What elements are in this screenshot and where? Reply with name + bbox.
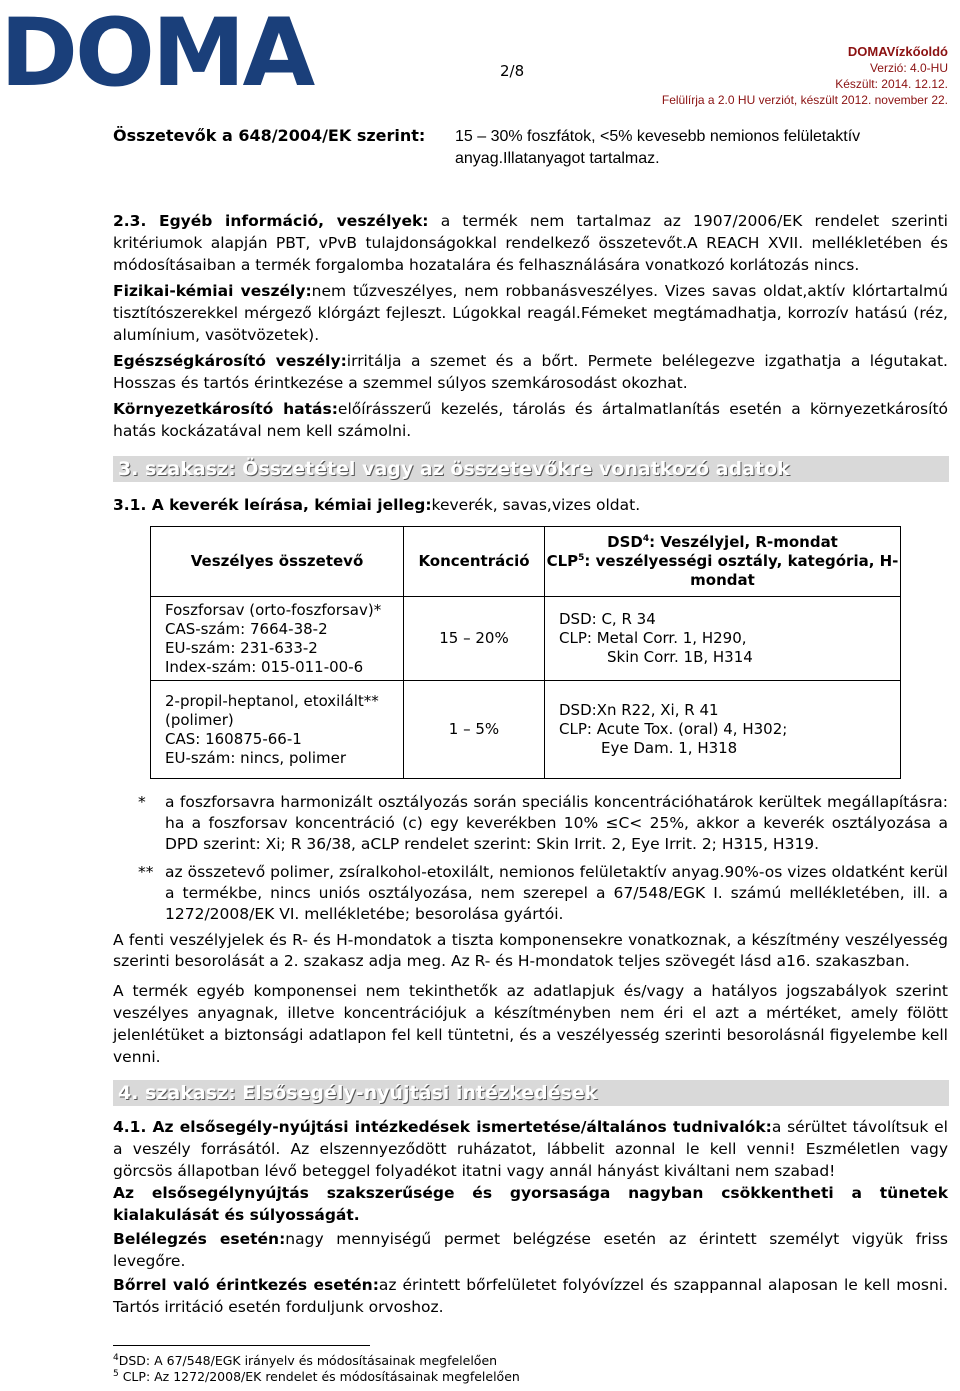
s31-text: keverék, savas,vizes oldat. xyxy=(431,496,641,514)
env-hazard xyxy=(113,398,948,442)
s31-label: 3.1. A keverék leírása, kémiai jelleg: xyxy=(113,496,432,514)
inh-text: nagy mennyiségű permet belégzése esetén az érintett személyt vigyük friss levegőre. xyxy=(113,1230,948,1270)
footnote-4: DSD: A 67/548/EGK irányelv és módosításainak megfelelően xyxy=(118,1353,498,1368)
table-row xyxy=(151,681,901,779)
section-2-3 xyxy=(113,210,948,276)
row1-cls-line: CLP: Metal Corr. 1, H290, xyxy=(559,629,747,647)
row2-name-line: 2-propil-heptanol, etoxilált** xyxy=(165,691,379,710)
note-paragraph-1: A fenti veszélyjelek és R- és H-mondatok a tiszta komponensekre vonatkoznak, a készítmény veszélyesség szerinti besorolását a 2. szakasz adja meg. Az R- és H-mondatok teljes szövegét lásd a16. szakaszban. xyxy=(113,931,948,970)
components-label: Összetevők a 648/2004/EK szerint: xyxy=(113,126,426,145)
page-number: 2/8 xyxy=(500,62,525,80)
dsd-sup: 4 xyxy=(642,534,650,544)
row2-cls-line: Eye Dam. 1, H318 xyxy=(601,739,738,757)
dsd-text: : Veszélyjel, R-mondat xyxy=(649,533,838,551)
health-text: irritálja a szemet és a bőrt. Permete belélegezve izgathatja a légutakat. Hosszas és tartós érintkezése a szemmel súlyos szemkárosodást okozhat. xyxy=(113,352,948,392)
section-3-1 xyxy=(113,494,948,516)
skin-text: az érintett bőrfelületet folyóvízzel és szappannal alaposan le kell mosni. Tartós irritáció esetén forduljunk orvoshoz. xyxy=(113,1276,949,1316)
row2-name-line: EU-szám: nincs, polimer xyxy=(165,748,347,767)
clp-text: : veszélyességi osztály, kategória, H-mondat xyxy=(584,552,899,589)
section-4-title: 4. szakasz: Elsősegély-nyújtási intézkedések xyxy=(113,1080,949,1106)
table-row xyxy=(151,597,901,681)
row1-component xyxy=(151,597,404,681)
f4-mark: 4 xyxy=(113,1352,119,1363)
row2-concentration: 1 – 5% xyxy=(404,681,545,779)
phys-label: Fizikai-kémiai veszély: xyxy=(113,282,312,300)
inh-label: Belélegzés esetén: xyxy=(113,1230,286,1248)
note2-mark: ** xyxy=(138,863,154,881)
version: Verzió: 4.0-HU xyxy=(869,61,948,75)
row1-cls-line: Skin Corr. 1B, H314 xyxy=(607,648,753,666)
phys-text: nem tűzveszélyes, nem robbanásveszélyes. Vizes savas oldat,aktív klórtartalmú tisztítószerekkel mérgező klórgázt fejleszt. Lúgokkal reagál.Fémeket megtámadhatja, korrozív hatású (réz, alumínium, vasötvözetek). xyxy=(113,282,949,344)
row1-name-line: Foszforsav (orto-foszforsav)* xyxy=(165,600,382,619)
env-label: Környezetkárosító hatás: xyxy=(113,400,338,418)
footnotes xyxy=(113,1353,520,1385)
supersedes: Felülírja a 2.0 HU verziót, készült 2012. november 22. xyxy=(661,93,948,107)
inhalation xyxy=(113,1228,948,1272)
row2-name-line: (polimer) xyxy=(165,710,234,729)
row1-name-line: CAS-szám: 7664-38-2 xyxy=(165,619,328,638)
note1: a foszforsavra harmonizált osztályozás során speciális koncentrációhatárok kerültek megállapításra: ha a foszforsav koncentráció (c) egy keverékben 10% ≤C< 25%, akkor a keverék osztályozása a DPD szerint: Xi; R 36/38, aCLP rendelet szerint: Skin Irrit. 2, Eye Irrit. 2; H315, H319. xyxy=(165,793,948,853)
skin-label: Bőrrel való érintkezés esetén: xyxy=(113,1276,379,1294)
row1-classification xyxy=(545,597,901,681)
row2-cls-line: CLP: Acute Tox. (oral) 4, H302; xyxy=(559,720,788,738)
product-name: DOMAVízkőoldó xyxy=(847,44,948,59)
s23-text: a termék nem tartalmaz az 1907/2006/EK rendelet szerinti kritériumok alapján PBT, vPvB tulajdonságokkal rendelkező összetevőt.A REACH XVII. mellékletében és módosításaiban a termék forgalomba hozatalára és felhasználására vonatkozó korlátozás nincs. xyxy=(113,212,948,274)
env-text: előírásszerű kezelés, tárolás és ártalmatlanítás esetén a környezetkárosító hatás kockázatával nem kell számolni. xyxy=(113,400,949,440)
row1-name-line: EU-szám: 231-633-2 xyxy=(165,638,318,657)
health-label: Egészségkárosító veszély: xyxy=(113,352,347,370)
f5-mark: 5 xyxy=(113,1368,119,1379)
s41-label: 4.1. Az elsősegély-nyújtási intézkedések ismertetése/általános tudnivalók: xyxy=(113,1118,772,1136)
row1-name-line: Index-szám: 015-011-00-6 xyxy=(165,657,364,676)
health-hazard xyxy=(113,350,948,394)
skin-contact xyxy=(113,1274,948,1318)
logo-text: DOMA xyxy=(0,0,313,108)
created-date: Készült: 2014. 12.12. xyxy=(835,77,948,91)
row2-classification xyxy=(545,681,901,779)
row1-cls-line: DSD: C, R 34 xyxy=(559,610,656,628)
row1-concentration: 15 – 20% xyxy=(404,597,545,681)
section-3-title: 3. szakasz: Összetétel vagy az összetevőkre vonatkozó adatok xyxy=(113,456,949,482)
note-paragraph-2: A termék egyéb komponensei nem tekinthetők az adatlapjuk és/vagy a hatályos jogszabályok szerint veszélyes anyagnak, illetve koncentrációjuk a készítményben nem éri el azt a mértéket, amely fölött jelenlétüket a biztonsági adatlapon fel kell tüntetni, és a veszélyesség szerinti besorolásnál figyelembe kell venni. xyxy=(113,982,948,1066)
footnote-divider xyxy=(113,1345,370,1346)
row2-cls-line: DSD:Xn R22, Xi, R 41 xyxy=(559,701,719,719)
bold-note: Az elsősegélynyújtás szakszerűsége és gyorsasága nagyban csökkentheti a tünetek kialakulását és súlyosságát. xyxy=(113,1184,948,1224)
section-4-1 xyxy=(113,1116,948,1182)
doma-logo xyxy=(0,0,312,120)
row2-name-line: CAS: 160875-66-1 xyxy=(165,729,302,748)
components-value: 15 – 30% foszfátok, <5% kevesebb nemionos felületaktív anyag.Illatanyagot tartalmaz. xyxy=(455,128,861,167)
clp-sup: 5 xyxy=(578,553,585,563)
note1-mark: * xyxy=(138,793,146,811)
col-component: Veszélyes összetevő xyxy=(151,527,404,597)
col-classification xyxy=(545,527,901,597)
row2-component xyxy=(151,681,404,779)
footnote-5: CLP: Az 1272/2008/EK rendelet és módosításainak megfelelően xyxy=(118,1369,520,1384)
phys-hazard xyxy=(113,280,948,346)
hazard-table xyxy=(150,526,901,779)
col-concentration: Koncentráció xyxy=(404,527,545,597)
s23-title: 2.3. Egyéb információ, veszélyek: xyxy=(113,212,429,230)
table-header-row xyxy=(151,527,901,597)
note2: az összetevő polimer, zsíralkohol-etoxilált, nemionos felületaktív anyag.90%-os vizes oldatként kerül a termékbe, nincs uniós osztályozása, nem szerepel a 67/548/EGK I. számú mellékletében, ill. a 1272/2008/EK VI. mellékletébe; besorolása gyártói. xyxy=(165,863,948,923)
header-info xyxy=(662,44,948,108)
clp-label: CLP xyxy=(546,552,579,570)
dsd-label: DSD xyxy=(607,533,643,551)
s41-text: a sérültet távolítsuk el a veszély forrásától. Az elszennyeződött ruházatot, lábbelit azonnal le kell venni! Eszméletlen vagy görcsös állapotban lévő beteggel folyadékot itatni vagy annál hányást kiváltani nem szabad! xyxy=(113,1118,948,1180)
